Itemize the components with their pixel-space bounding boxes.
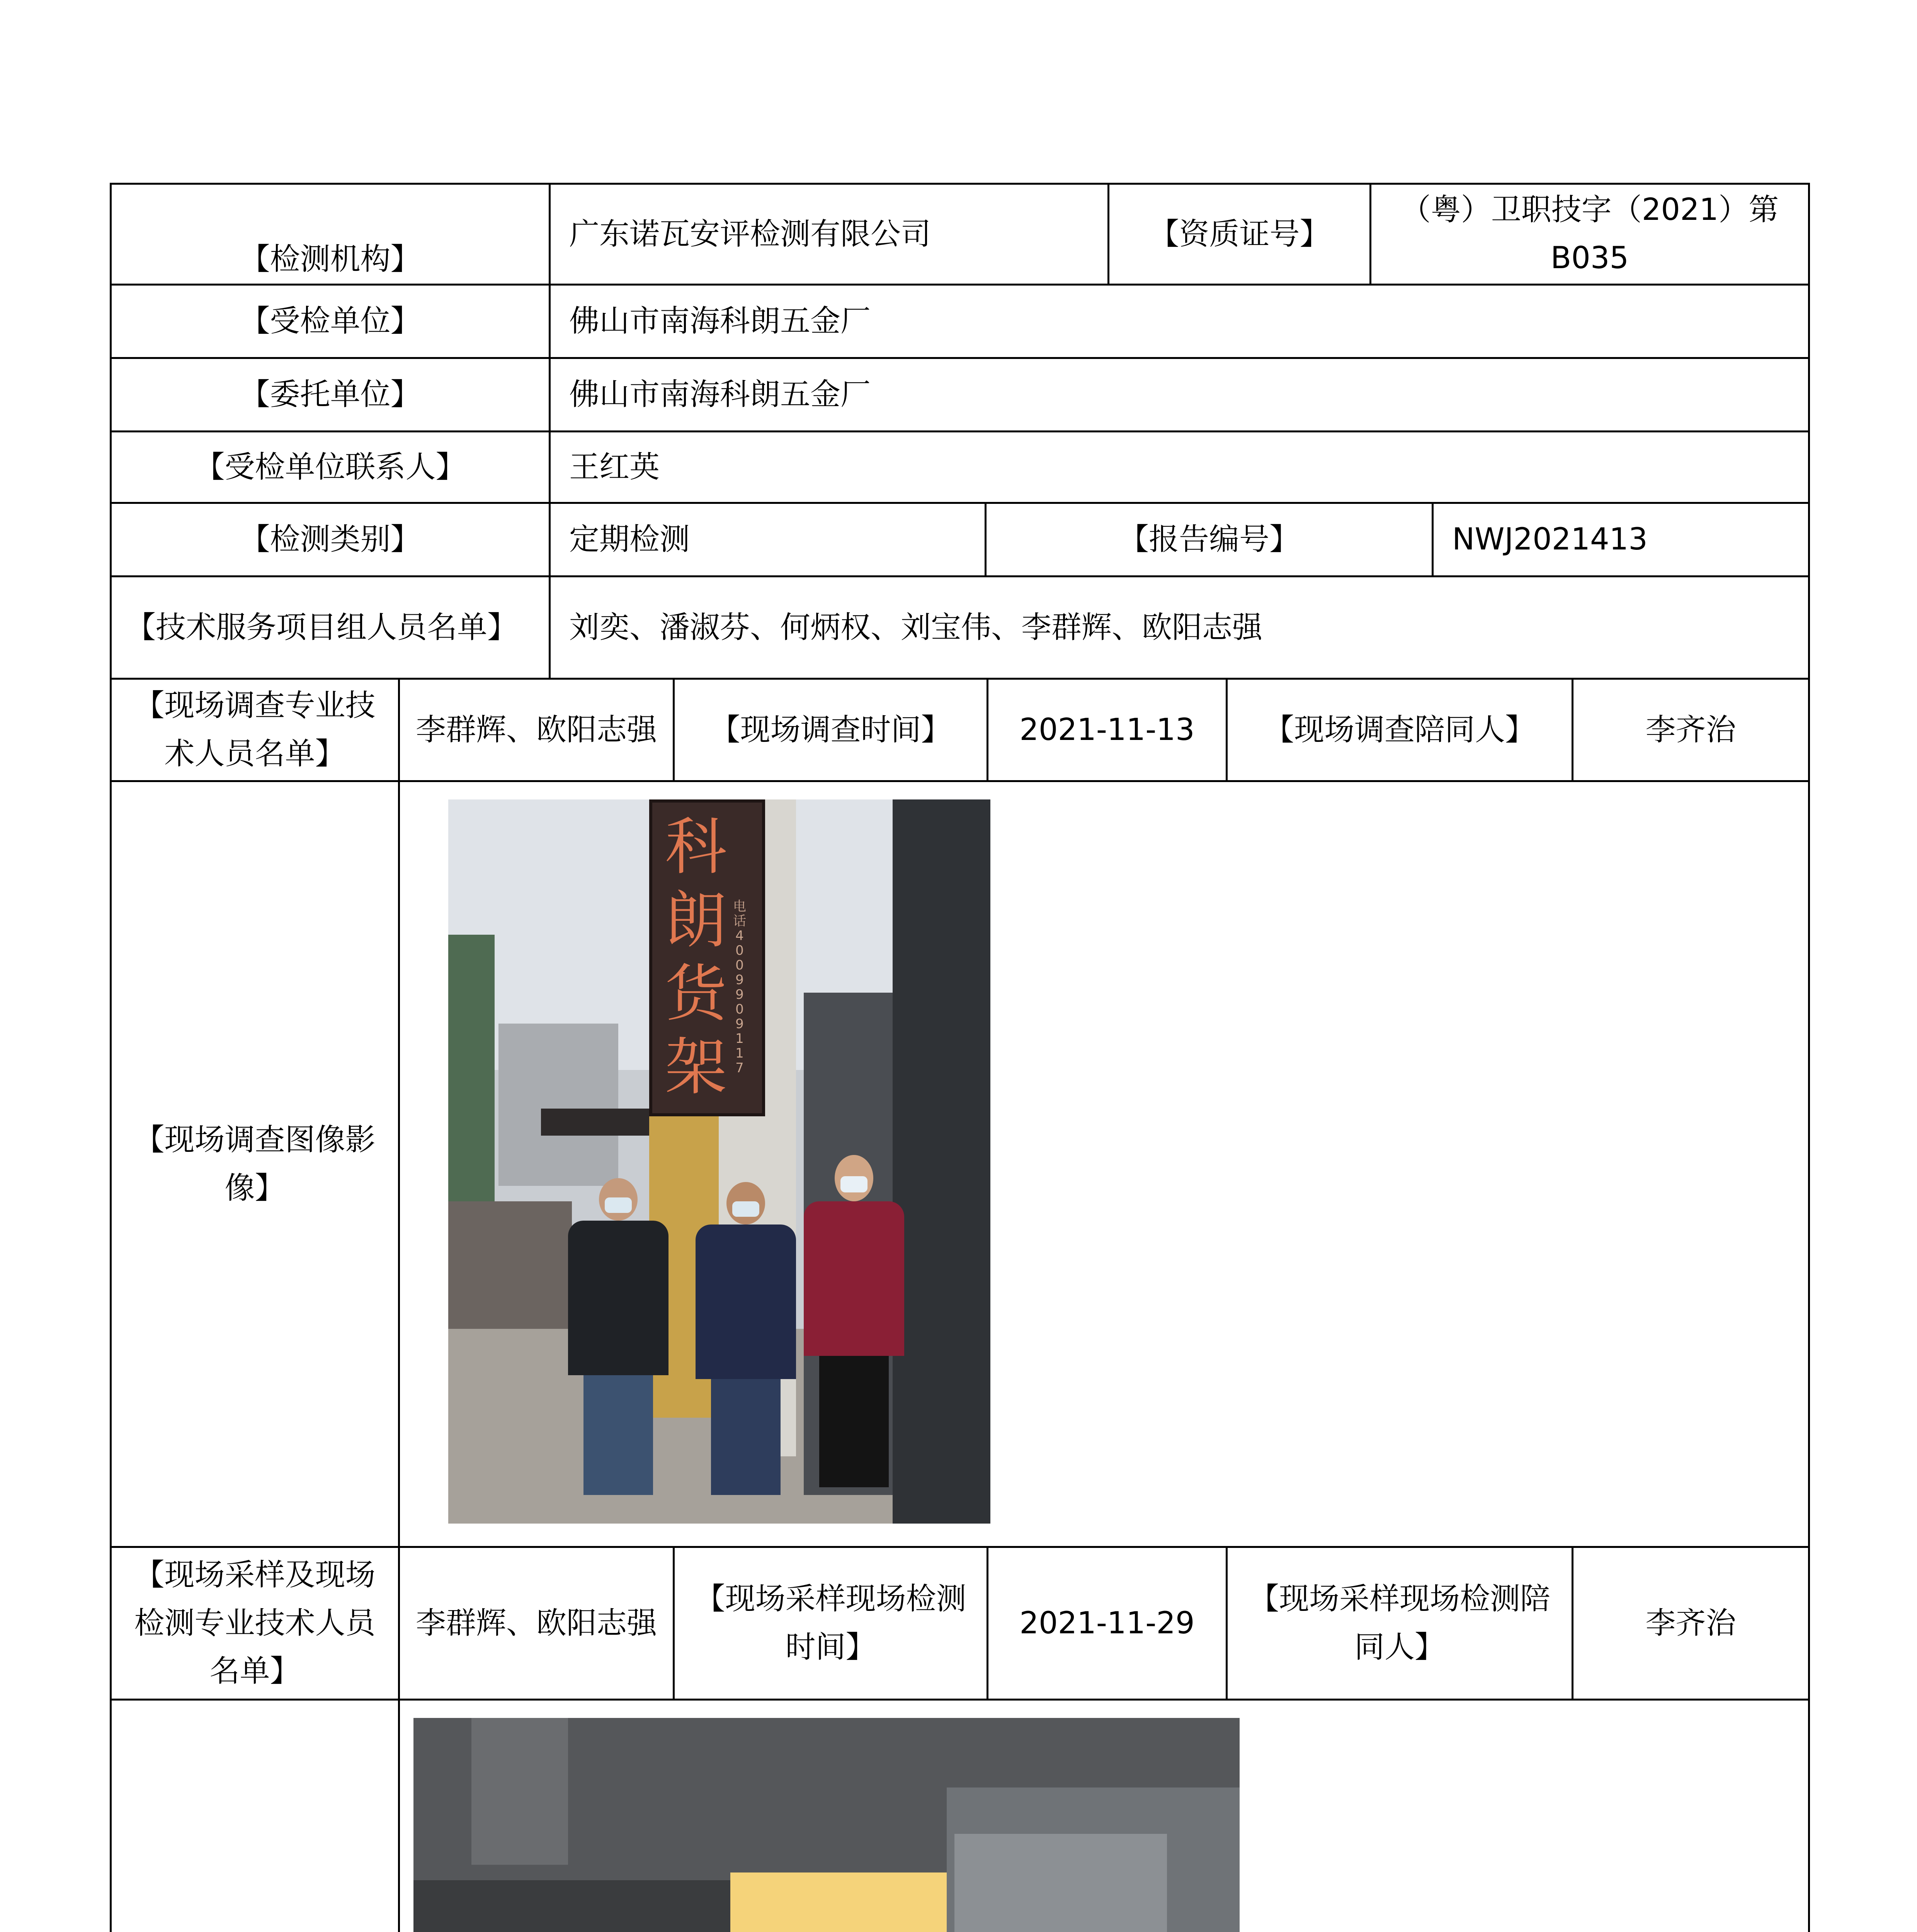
label-inspected-unit: 【受检单位】 [110, 284, 551, 359]
person-middle [688, 1182, 804, 1499]
label-testing-agency: 【检测机构】 [110, 183, 551, 286]
label-testing-category: 【检测类别】 [110, 502, 551, 577]
label-survey-photo: 【现场调查图像影像】 [110, 780, 400, 1548]
value-sampling-time: 2021-11-29 [987, 1546, 1228, 1701]
value-survey-companion: 李齐治 [1572, 678, 1810, 782]
value-survey-staff: 李群辉、欧阳志强 [398, 678, 675, 782]
label-qualification-number: 【资质证号】 [1107, 183, 1371, 286]
value-project-team: 刘奕、潘淑芬、何炳权、刘宝伟、李群辉、欧阳志强 [549, 575, 1810, 680]
label-project-team: 【技术服务项目组人员名单】 [110, 575, 551, 680]
label-survey-time: 【现场调查时间】 [673, 678, 988, 782]
shop-sign-text: 科朗货架 [665, 811, 727, 1103]
person-right [792, 1155, 916, 1495]
value-qualification-number: （粤）卫职技字（2021）第 B035 [1369, 183, 1810, 286]
label-survey-staff: 【现场调查专业技术人员名单】 [110, 678, 400, 782]
person-left [560, 1178, 676, 1499]
label-contact-person: 【受检单位联系人】 [110, 430, 551, 504]
label-commissioning-unit: 【委托单位】 [110, 357, 551, 432]
sampling-photo [413, 1718, 1240, 1932]
value-sampling-companion: 李齐治 [1572, 1546, 1810, 1701]
label-sampling-photo [110, 1699, 400, 1932]
value-inspected-unit: 佛山市南海科朗五金厂 [549, 284, 1810, 359]
value-testing-agency: 广东诺瓦安评检测有限公司 [549, 183, 1109, 286]
label-survey-companion: 【现场调查陪同人】 [1226, 678, 1573, 782]
value-report-number: NWJ2021413 [1432, 502, 1810, 577]
report-table [110, 183, 1810, 1932]
label-sampling-time: 【现场采样现场检测时间】 [673, 1546, 988, 1701]
value-testing-category: 定期检测 [549, 502, 987, 577]
survey-photo [448, 799, 990, 1524]
shop-sign [649, 799, 765, 1116]
label-sampling-staff: 【现场采样及现场检测专业技术人员名单】 [110, 1546, 400, 1701]
label-report-number: 【报告编号】 [985, 502, 1434, 577]
value-commissioning-unit: 佛山市南海科朗五金厂 [549, 357, 1810, 432]
value-survey-time: 2021-11-13 [987, 678, 1228, 782]
value-contact-person: 王红英 [549, 430, 1810, 504]
value-sampling-staff: 李群辉、欧阳志强 [398, 1546, 675, 1701]
label-sampling-companion: 【现场采样现场检测陪同人】 [1226, 1546, 1573, 1701]
shop-sign-phone: 电话 4009909117 [733, 899, 746, 1076]
